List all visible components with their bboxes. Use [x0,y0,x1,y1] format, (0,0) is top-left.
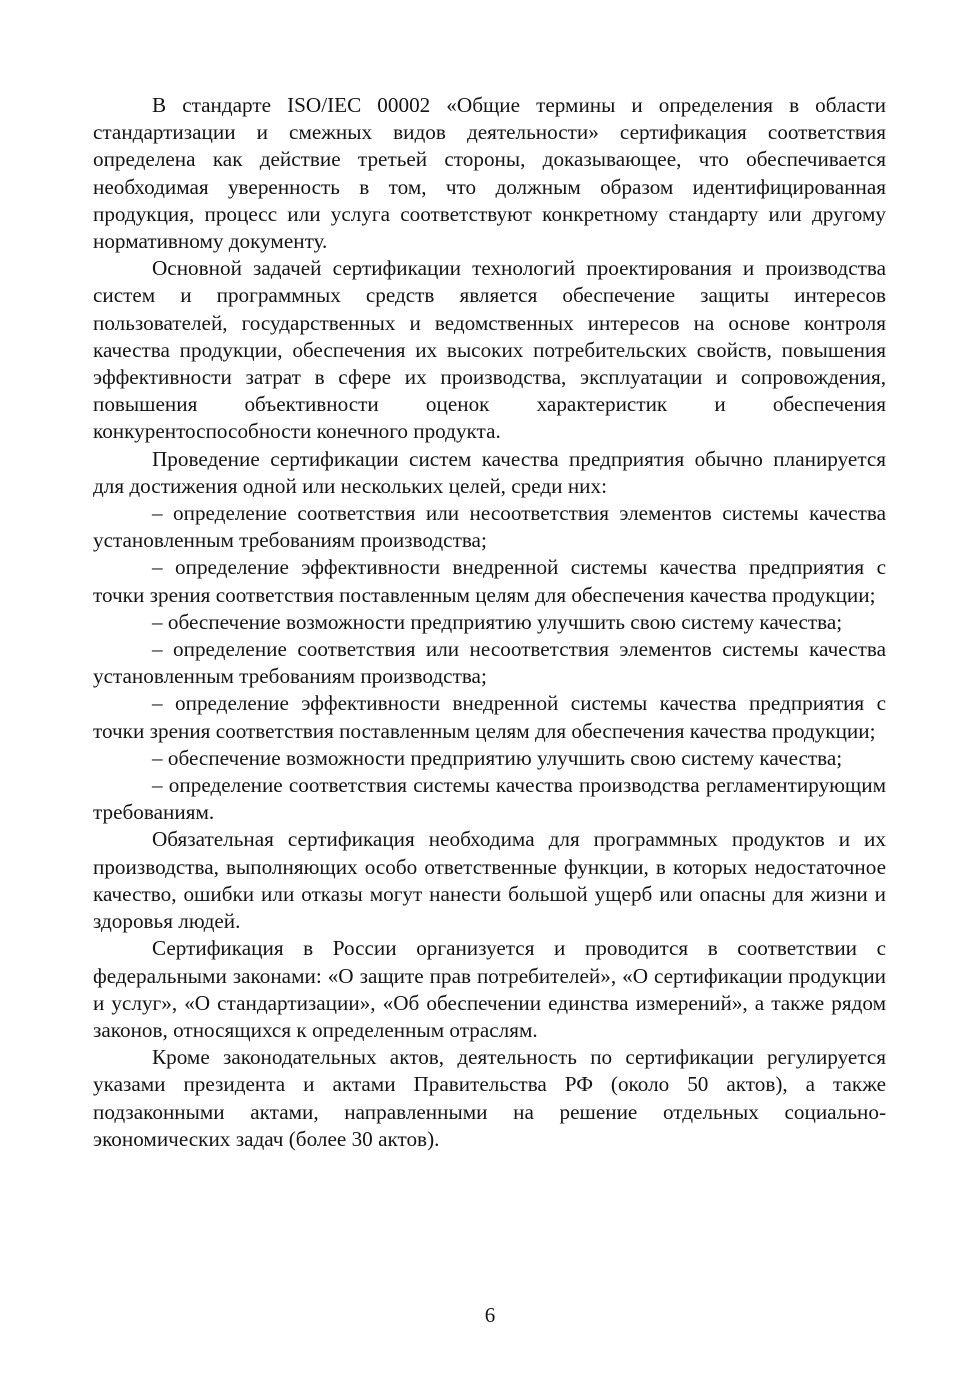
paragraph-russia-laws: Сертификация в России организуется и проводится в соответствии с федеральными законами: «О защите прав потребителей», «О сертификации продукции и услуг», «О стандартизации», «Об обеспечении единства измерений», а также рядом законов, относящихся к определенным отраслям. [93,936,886,1042]
paragraph-goals-intro: Проведение сертификации систем качества предприятия обычно планируется для достижения одной или нескольких целей, среди них: [93,446,886,498]
list-item: – обеспечение возможности предприятию улучшить свою систему качества; [152,609,843,634]
list-item: – определение соответствия или несоответствия элементов системы качества установленным требованиям производства; [93,637,886,689]
paragraph-regulatory-acts: Кроме законодательных актов, деятельность по сертификации регулируется указами президента и актами Правительства РФ (около 50 актов), а также подзаконными актами, направленными на решение отдельных социально-экономических задач (более 30 актов). [93,1045,886,1151]
list-item: – определение эффективности внедренной системы качества предприятия с точки зрения соответствия поставленным целям для обеспечения качества продукции; [93,691,886,743]
paragraph-iso-definition: В стандарте ISO/IEC 00002 «Общие термины и определения в области стандартизации и смежных видов деятельности» сертификация соответствия определена как действие третьей стороны, доказывающее, что обеспечивается необходимая уверенность в том, что должным образом идентифицированная продукция, процесс или услуга соответствуют конкретному стандарту или другому нормативному документу. [93,93,886,254]
list-item: – определение эффективности внедренной системы качества предприятия с точки зрения соответствия поставленным целям для обеспечения качества продукции; [93,555,886,607]
list-item: – обеспечение возможности предприятию улучшить свою систему качества; [152,745,843,770]
list-item: – определение соответствия системы качества производства регламентирующим требованиям. [93,773,886,825]
page-number: 6 [484,1303,496,1327]
body-text [93,92,886,1153]
paragraph-mandatory-certification: Обязательная сертификация необходима для программных продуктов и их производства, выполняющих особо ответственные функции, в которых недостаточное качество, ошибки или отказы могут нанести большой ущерб или опасны для жизни и здоровья людей. [93,827,886,934]
list-item: – определение соответствия или несоответствия элементов системы качества установленным требованиям производства; [93,501,886,553]
paragraph-main-task: Основной задачей сертификации технологий проектирования и производства систем и программных средств является обеспечение защиты интересов пользователей, государственных и ведомственных интересов на основе контроля качества продукции, обеспечения их высоких потребительских свойств, повышения эффективности затрат в сфере их производства, эксплуатации и сопровождения, повышения объективности оценок характеристик и обеспечения конкурентоспособности конечного продукта. [93,256,886,444]
